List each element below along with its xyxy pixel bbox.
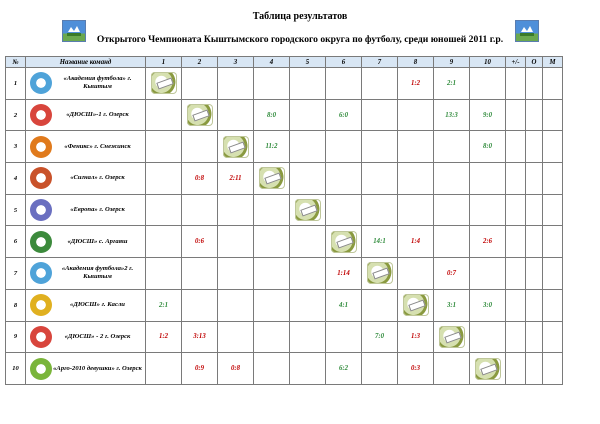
column-header: О [526,57,543,68]
score-cell [398,258,434,290]
place-cell [543,226,563,258]
football-icon [367,262,393,284]
score-cell [326,163,362,195]
team-cell [26,99,146,131]
score-cell [470,258,506,290]
score-cell [290,163,326,195]
team-name: «Сигнал» г. Озерск [70,174,125,182]
score-cell [434,194,470,226]
column-header: № [6,57,26,68]
score-cell [146,258,182,290]
team-cell [26,353,146,385]
score-cell [470,194,506,226]
score-cell: 2:6 [470,226,506,258]
team-name: «ДЮСШ» с. Аргаяш [67,237,128,245]
table-row [6,226,563,258]
score-cell [254,353,290,385]
score-cell [362,163,398,195]
column-header: 10 [470,57,506,68]
score-cell [326,194,362,226]
academy-logo-icon [30,262,52,284]
football-icon [151,72,177,94]
row-number: 10 [6,353,26,385]
score-cell: 11:2 [254,131,290,163]
team-cell [26,163,146,195]
plusminus-cell [506,68,526,100]
plusminus-cell [506,131,526,163]
score-cell [290,226,326,258]
score-cell [254,68,290,100]
football-icon [331,231,357,253]
score-cell [182,131,218,163]
table-row [6,194,563,226]
score-cell [434,131,470,163]
column-header: +/- [506,57,526,68]
team-cell [26,289,146,321]
score-cell [434,226,470,258]
row-number: 9 [6,321,26,353]
team-name: «ДЮСШ»-1 г. Озерск [66,111,129,119]
team-name: «Европа» г. Озерск [70,206,125,214]
score-cell [146,226,182,258]
diagonal-cell [398,289,434,321]
diagonal-cell [182,99,218,131]
place-cell [543,258,563,290]
page-title: Таблица результатов [252,11,348,22]
place-cell [543,68,563,100]
signal-logo-icon [30,167,52,189]
plusminus-cell [506,226,526,258]
place-cell [543,289,563,321]
academy-logo-icon [30,72,52,94]
score-cell [254,258,290,290]
score-cell: 8:0 [470,131,506,163]
score-cell [326,68,362,100]
team-name: «ДЮСШ» г. Касли [70,301,125,309]
place-cell [543,321,563,353]
score-cell [254,226,290,258]
table-row [6,131,563,163]
place-cell [543,163,563,195]
kasli-logo-icon [30,294,52,316]
row-number: 6 [6,226,26,258]
score-cell: 0:8 [182,163,218,195]
score-cell: 0:7 [434,258,470,290]
plusminus-cell [506,258,526,290]
points-cell [526,68,543,100]
score-cell [146,353,182,385]
team-cell [26,258,146,290]
table-row [6,289,563,321]
row-number: 2 [6,99,26,131]
row-number: 1 [6,68,26,100]
score-cell: 3:1 [434,289,470,321]
score-cell: 4:1 [326,289,362,321]
score-cell [182,258,218,290]
score-cell [254,321,290,353]
column-header: 3 [218,57,254,68]
column-header: 4 [254,57,290,68]
score-cell: 1:4 [398,226,434,258]
score-cell: 8:0 [254,99,290,131]
column-header: 8 [398,57,434,68]
column-header: 9 [434,57,470,68]
score-cell [218,321,254,353]
team-name: «Академия футбола» г. Кыштым [63,75,132,91]
team-cell [26,131,146,163]
column-header: 5 [290,57,326,68]
score-cell [362,131,398,163]
europa-logo-icon [30,199,52,221]
score-cell: 2:1 [146,289,182,321]
football-icon [259,167,285,189]
plusminus-cell [506,163,526,195]
place-cell [543,353,563,385]
score-cell: 2:1 [434,68,470,100]
score-cell: 1:2 [398,68,434,100]
score-cell [470,163,506,195]
points-cell [526,258,543,290]
team-name: «Академия футбола»2 г. Кыштым [61,265,134,281]
score-cell: 3:13 [182,321,218,353]
score-cell [182,194,218,226]
score-cell [290,353,326,385]
score-cell [362,68,398,100]
table-header-row [6,57,563,68]
phoenix-logo-icon [30,136,52,158]
argo-logo-icon [30,358,52,380]
score-cell: 0:6 [182,226,218,258]
points-cell [526,194,543,226]
score-cell [470,321,506,353]
diagonal-cell [146,68,182,100]
score-cell [182,289,218,321]
football-icon [403,294,429,316]
score-cell [182,68,218,100]
team-name: «ДЮСШ» - 2 г. Озерск [64,332,131,340]
score-cell [218,289,254,321]
plusminus-cell [506,321,526,353]
diagonal-cell [362,258,398,290]
table-row [6,258,563,290]
points-cell [526,289,543,321]
plusminus-cell [506,99,526,131]
football-icon [475,358,501,380]
points-cell [526,226,543,258]
score-cell [290,99,326,131]
score-cell [398,131,434,163]
score-cell [326,131,362,163]
score-cell [218,258,254,290]
row-number: 7 [6,258,26,290]
score-cell: 0:9 [182,353,218,385]
team-cell [26,321,146,353]
column-header: Название команд [26,57,146,68]
place-cell [543,131,563,163]
diagonal-cell [290,194,326,226]
score-cell [290,68,326,100]
argayash-logo-icon [30,231,52,253]
score-cell [254,194,290,226]
score-cell [218,226,254,258]
score-cell: 0:8 [218,353,254,385]
column-header: 1 [146,57,182,68]
diagonal-cell [326,226,362,258]
place-cell [543,194,563,226]
football-icon [187,104,213,126]
table-row [6,68,563,100]
row-number: 5 [6,194,26,226]
points-cell [526,131,543,163]
score-cell [146,163,182,195]
points-cell [526,353,543,385]
score-cell: 1:14 [326,258,362,290]
score-cell: 7:0 [362,321,398,353]
row-number: 8 [6,289,26,321]
plusminus-cell [506,194,526,226]
score-cell [398,163,434,195]
score-cell [254,289,290,321]
results-table [5,56,563,385]
column-header: М [543,57,563,68]
table-row [6,321,563,353]
score-cell [362,289,398,321]
points-cell [526,163,543,195]
diagonal-cell [254,163,290,195]
points-cell [526,321,543,353]
diagonal-cell [434,321,470,353]
score-cell [326,321,362,353]
row-number: 4 [6,163,26,195]
diagonal-cell [470,353,506,385]
score-cell: 1:3 [398,321,434,353]
score-cell: 3:0 [470,289,506,321]
football-icon [295,199,321,221]
score-cell [290,131,326,163]
points-cell [526,99,543,131]
table-row [6,163,563,195]
football-icon [223,136,249,158]
score-cell [218,68,254,100]
team-name: «Феникс» г. Снежинск [64,142,131,150]
score-cell [218,99,254,131]
ozersk-logo-icon [30,104,52,126]
ozersk-logo-icon [30,326,52,348]
score-cell [470,68,506,100]
score-cell: 1:2 [146,321,182,353]
score-cell [290,321,326,353]
score-cell: 6:0 [326,99,362,131]
page-subtitle: Открытого Чемпионата Кыштымского городского округа по футболу, среди юношей 2011 г.р. [96,34,504,45]
score-cell [362,99,398,131]
score-cell [434,353,470,385]
column-header: 6 [326,57,362,68]
row-number: 3 [6,131,26,163]
diagonal-cell [218,131,254,163]
column-header: 7 [362,57,398,68]
score-cell [434,163,470,195]
plusminus-cell [506,289,526,321]
team-name: «Арго-2010 девушки» г. Озерск [53,364,142,372]
score-cell: 13:3 [434,99,470,131]
plusminus-cell [506,353,526,385]
table-row [6,99,563,131]
team-cell [26,68,146,100]
score-cell: 14:1 [362,226,398,258]
score-cell: 0:3 [398,353,434,385]
score-cell [146,131,182,163]
team-cell [26,226,146,258]
score-cell: 2:11 [218,163,254,195]
table-row [6,353,563,385]
score-cell [362,194,398,226]
score-cell [398,99,434,131]
score-cell [146,99,182,131]
score-cell: 6:2 [326,353,362,385]
score-cell: 9:0 [470,99,506,131]
score-cell [398,194,434,226]
score-cell [218,194,254,226]
score-cell [290,258,326,290]
score-cell [146,194,182,226]
column-header: 2 [182,57,218,68]
team-cell [26,194,146,226]
place-cell [543,99,563,131]
score-cell [290,289,326,321]
football-icon [439,326,465,348]
score-cell [362,353,398,385]
